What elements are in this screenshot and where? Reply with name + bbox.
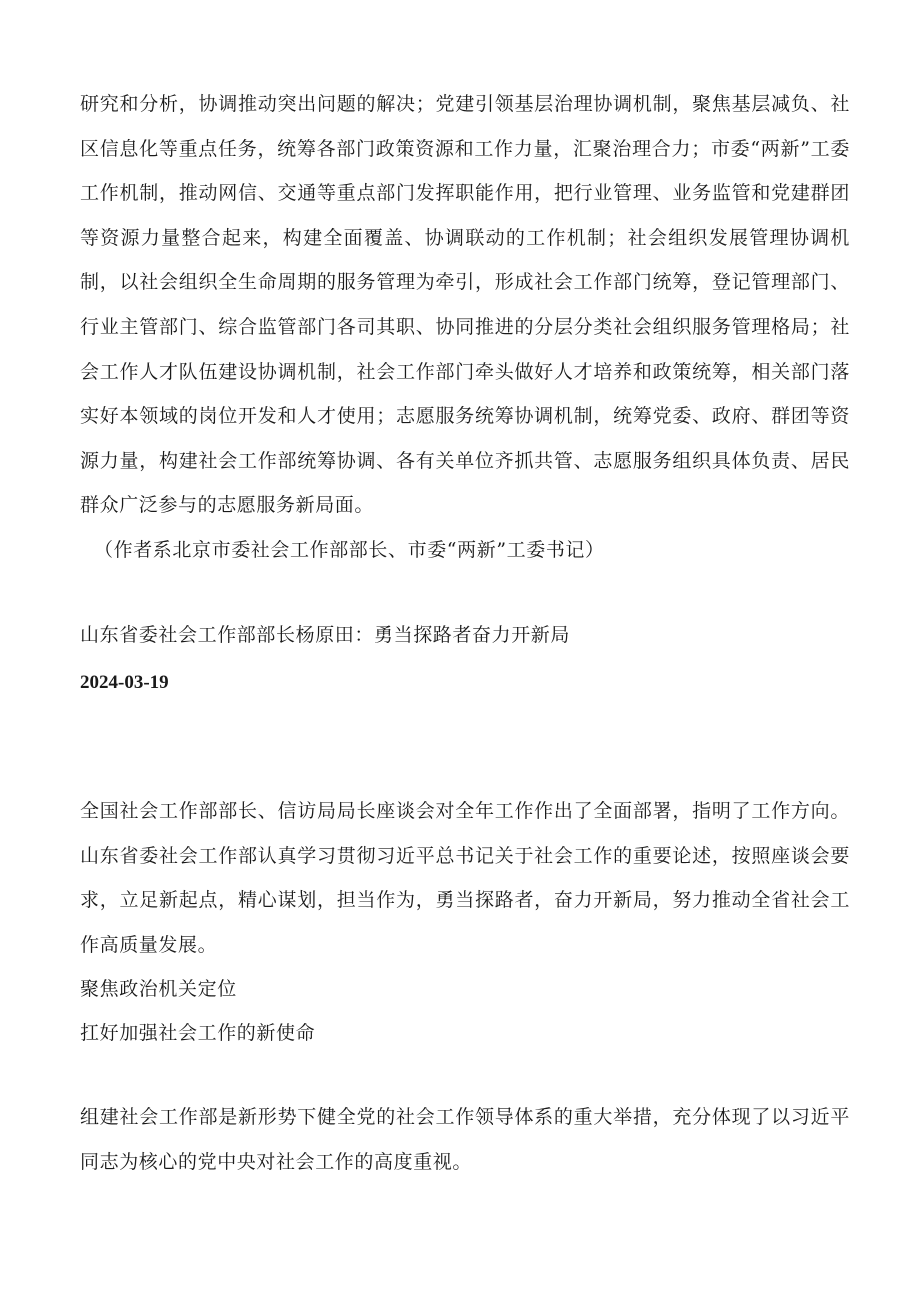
article-date: 2024-03-19 [80,671,169,693]
article-title: 山东省委社会工作部部长杨原田：勇当探路者奋力开新局 [80,623,571,646]
section-heading-line-1: 聚焦政治机关定位 [80,978,237,1001]
document-page [80,82,850,1185]
section-body-paragraph: 组建社会工作部是新形势下健全党的社会工作领导体系的重大举措，充分体现了以习近平同志为核心的党中央对社会工作的高度重视。 [80,1106,850,1173]
article-intro-paragraph: 全国社会工作部部长、信访局局长座谈会对全年工作作出了全面部署，指明了工作方向。山东省委社会工作部认真学习贯彻习近平总书记关于社会工作的重要论述，按照座谈会要求，立足新起点，精心谋划，担当作为，勇当探路者，奋力开新局，努力推动全省社会工作高质量发展。 [80,799,850,956]
continuation-paragraph: 研究和分析，协调推动突出问题的解决；党建引领基层治理协调机制，聚焦基层减负、社区信息化等重点任务，统筹各部门政策资源和工作力量，汇聚治理合力；市委“两新”工委工作机制，推动网信、交通等重点部门发挥职能作用，把行业管理、业务监管和党建群团等资源力量整合起来，构建全面覆盖、协调联动的工作机制；社会组织发展管理协调机制，以社会组织全生命周期的服务管理为牵引，形成社会工作部门统筹，登记管理部门、行业主管部门、综合监管部门各司其职、协同推进的分层分类社会组织服务管理格局；社会工作人才队伍建设协调机制，社会工作部门牵头做好人才培养和政策统筹，相关部门落实好本领域的岗位开发和人才使用；志愿服务统筹协调机制，统筹党委、政府、群团等资源力量，构建社会工作部统筹协调、各有关单位齐抓共管、志愿服务组织具体负责、居民群众广泛参与的志愿服务新局面。 [80,93,850,517]
author-note: （作者系北京市委社会工作部部长、市委“两新”工委书记） [94,538,605,561]
section-heading-line-2: 扛好加强社会工作的新使命 [80,1022,316,1045]
